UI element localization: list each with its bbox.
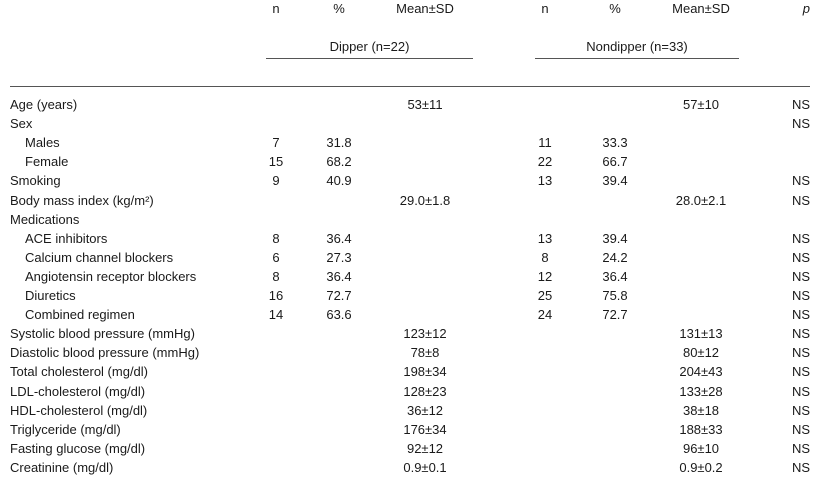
dipper-group-header: [266, 38, 473, 56]
nondipper-group-header: [535, 38, 739, 56]
dipper-n-cell: 6: [272, 249, 280, 265]
dipper-n-cell: 8: [272, 268, 280, 284]
table-row: [0, 324, 820, 343]
p-value-cell: NS: [791, 268, 810, 284]
nondipper-pct-cell: 33.3: [602, 135, 628, 151]
dipper-mean-cell: 29.0±1.8: [399, 192, 451, 208]
nondipper-pct-cell: 75.8: [602, 288, 628, 303]
table-row: [0, 458, 820, 477]
nondipper-pct-cell: 39.4: [602, 230, 628, 246]
dipper-mean-cell: 128±23: [403, 383, 447, 399]
dipper-mean-cell: 123±12: [403, 326, 447, 342]
row-label: Age (years): [10, 97, 78, 112]
dipper-pct-cell: 68.2: [326, 154, 352, 170]
table-row: [0, 305, 820, 324]
dipper-n-cell: 16: [268, 288, 284, 303]
nondipper-n-cell: 13: [537, 173, 553, 189]
nondipper-pct-cell: 36.4: [602, 268, 628, 284]
nondipper-pct-cell: 39.4: [602, 173, 628, 189]
table-row: [0, 114, 820, 133]
table-row: [0, 267, 820, 286]
p-value-cell: NS: [791, 230, 810, 246]
nondipper-n-header: n: [541, 1, 549, 16]
nondipper-n-cell: 12: [537, 268, 553, 284]
table-row: [0, 229, 820, 248]
nondipper-pct-cell: 72.7: [602, 307, 628, 323]
p-value-cell: NS: [791, 116, 810, 132]
row-label: Angiotensin receptor blockers: [25, 268, 197, 284]
row-label: Smoking: [10, 173, 61, 189]
p-value-cell: NS: [791, 345, 810, 361]
row-label: HDL-cholesterol (mg/dl): [10, 402, 148, 418]
dipper-n-cell: 8: [272, 230, 280, 246]
dipper-group-label: Dipper (n=22): [329, 39, 410, 54]
row-label: Total cholesterol (mg/dl): [10, 364, 148, 380]
nondipper-n-cell: 13: [537, 230, 553, 246]
p-value-cell: NS: [791, 192, 810, 208]
nondipper-pct-cell: 66.7: [602, 154, 628, 170]
dipper-mean-cell: 92±12: [406, 440, 444, 456]
row-label: Calcium channel blockers: [25, 249, 174, 265]
dipper-pct-cell: 27.3: [326, 249, 352, 265]
nondipper-mean-cell: 133±28: [679, 383, 723, 399]
p-value-cell: NS: [791, 364, 810, 380]
nondipper-mean-cell: 38±18: [682, 402, 720, 418]
dipper-pct-cell: 72.7: [326, 288, 352, 303]
dipper-n-cell: 15: [268, 154, 284, 170]
header-rule: [10, 86, 810, 87]
p-value-cell: NS: [791, 440, 810, 456]
nondipper-mean-cell: 80±12: [682, 345, 720, 361]
row-label: Female: [25, 154, 69, 170]
nondipper-group-underline: [535, 58, 739, 59]
dipper-mean-cell: 53±11: [407, 97, 443, 112]
dipper-mean-cell: 176±34: [403, 421, 447, 437]
nondipper-pct-header: %: [609, 1, 621, 16]
p-value-cell: NS: [791, 288, 810, 303]
dipper-pct-cell: 36.4: [326, 230, 352, 246]
table-row: [0, 191, 820, 210]
dipper-mean-header: Mean±SD: [396, 1, 454, 16]
row-label: Triglyceride (mg/dl): [10, 421, 121, 437]
nondipper-mean-cell: 204±43: [679, 364, 723, 380]
nondipper-n-cell: 8: [541, 249, 549, 265]
nondipper-mean-cell: 28.0±2.1: [675, 192, 727, 208]
row-label: LDL-cholesterol (mg/dl): [10, 383, 146, 399]
p-value-header: p: [802, 1, 810, 16]
row-label: Systolic blood pressure (mmHg): [10, 326, 195, 342]
p-value-cell: NS: [791, 173, 810, 189]
table-row: [0, 152, 820, 171]
dipper-n-cell: 14: [268, 307, 284, 323]
row-label: Sex: [10, 116, 33, 132]
nondipper-mean-cell: 96±10: [682, 440, 720, 456]
p-value-cell: NS: [791, 421, 810, 437]
dipper-group-underline: [266, 58, 473, 59]
dipper-n-cell: 7: [272, 135, 280, 151]
nondipper-mean-header: Mean±SD: [672, 1, 730, 16]
row-label: Medications: [10, 211, 80, 227]
table-row: [0, 420, 820, 439]
row-label: Diastolic blood pressure (mmHg): [10, 345, 200, 361]
row-label: Diuretics: [25, 288, 76, 303]
nondipper-mean-cell: 188±33: [679, 421, 723, 437]
row-label: Combined regimen: [25, 307, 135, 323]
p-value-cell: NS: [791, 459, 810, 475]
nondipper-mean-cell: 57±10: [682, 97, 720, 112]
p-value-cell: NS: [791, 402, 810, 418]
dipper-mean-cell: 198±34: [403, 364, 447, 380]
table-row: [0, 248, 820, 267]
p-value-cell: NS: [791, 383, 810, 399]
dipper-mean-cell: 36±12: [406, 402, 444, 418]
row-label: ACE inhibitors: [25, 230, 108, 246]
dipper-pct-cell: 63.6: [326, 307, 352, 323]
nondipper-group-label: Nondipper (n=33): [586, 39, 688, 54]
dipper-mean-cell: 0.9±0.1: [403, 459, 447, 475]
row-label: Creatinine (mg/dl): [10, 459, 114, 475]
dipper-n-header: n: [272, 1, 280, 16]
table-row: [0, 171, 820, 190]
table-row: [0, 343, 820, 362]
table-row: [0, 382, 820, 401]
nondipper-pct-cell: 24.2: [602, 249, 628, 265]
table-row: [0, 286, 820, 305]
nondipper-n-cell: 11: [538, 135, 552, 151]
nondipper-n-cell: 22: [537, 154, 553, 170]
table-row: [0, 95, 820, 114]
table-row: [0, 401, 820, 420]
p-value-cell: NS: [791, 326, 810, 342]
nondipper-mean-cell: 0.9±0.2: [679, 459, 723, 475]
dipper-pct-header: %: [333, 1, 345, 16]
row-label: Fasting glucose (mg/dl): [10, 440, 146, 456]
nondipper-mean-cell: 131±13: [679, 326, 723, 342]
dipper-pct-cell: 31.8: [326, 135, 352, 151]
nondipper-n-cell: 24: [537, 307, 553, 323]
table-row: [0, 439, 820, 458]
p-value-cell: NS: [791, 97, 810, 112]
table-row: [0, 362, 820, 381]
dipper-pct-cell: 40.9: [326, 173, 352, 189]
nondipper-n-cell: 25: [537, 288, 553, 303]
table-row: [0, 133, 820, 152]
row-label: Males: [25, 135, 60, 151]
p-value-cell: NS: [791, 307, 810, 323]
p-value-cell: NS: [791, 249, 810, 265]
dipper-mean-cell: 78±8: [410, 345, 440, 361]
dipper-pct-cell: 36.4: [326, 268, 352, 284]
row-label: Body mass index (kg/m²): [10, 192, 154, 208]
table-row: [0, 210, 820, 229]
dipper-n-cell: 9: [272, 173, 280, 189]
